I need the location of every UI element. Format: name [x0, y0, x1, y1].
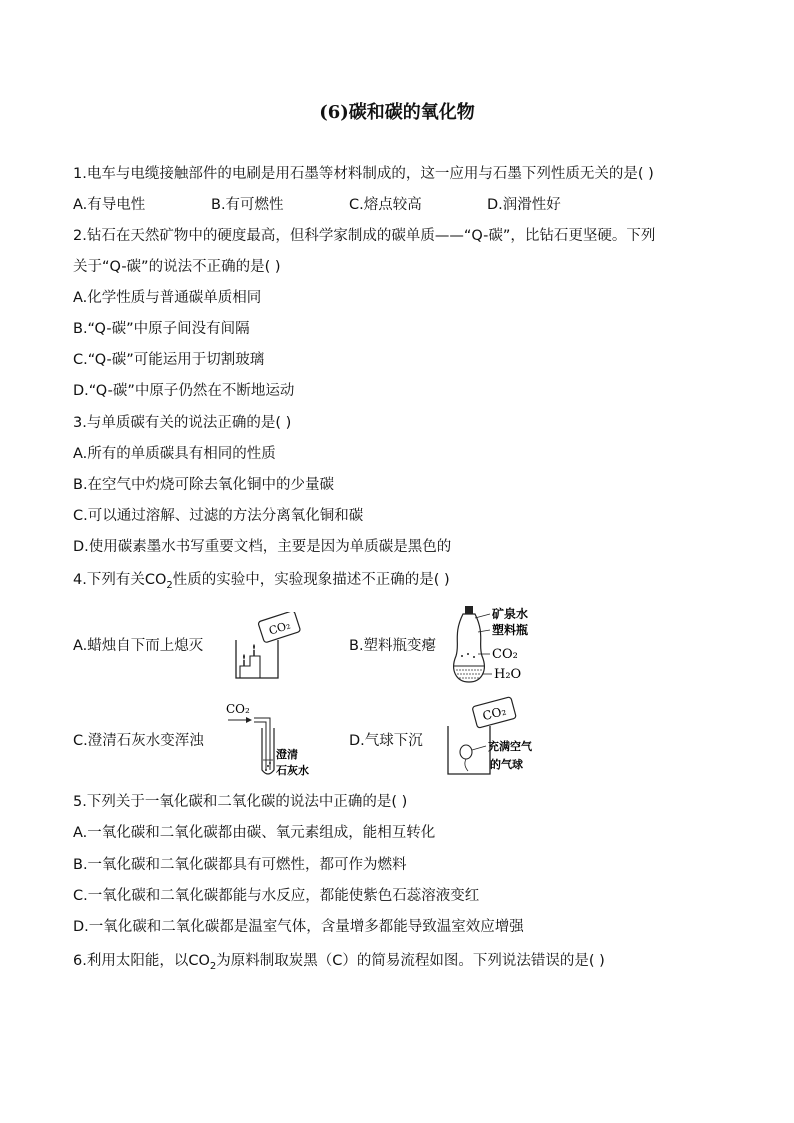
page-title: (6)碳和碳的氧化物: [319, 102, 475, 123]
question-4-stem: 4.下列有关$CO_2$性质的实验中，实验现象描述不正确的是( ): [73, 572, 450, 591]
figure-balloon-beaker: [442, 696, 562, 780]
svg-text:CO₂: CO₂: [267, 618, 293, 638]
figure-plastic-bottle: [448, 604, 558, 686]
q4-option-b: B.塑料瓶变瘪: [349, 638, 437, 654]
q3-option-c: C.可以通过溶解、过滤的方法分离氧化铜和碳: [73, 508, 364, 524]
q1-option-a: A.有导电性: [73, 197, 146, 213]
q1-option-c: C.熔点较高: [349, 197, 422, 213]
q5-option-c: C.一氧化碳和二氧化碳都能与水反应，都能使紫色石蕊溶液变红: [73, 888, 480, 904]
svg-text:塑料瓶: 塑料瓶: [492, 623, 529, 637]
q2-option-c: C.“Q-碳”可能运用于切割玻璃: [73, 352, 265, 368]
q2-option-d: D.“Q-碳”中原子仍然在不断地运动: [73, 383, 295, 399]
q3-option-a: A.所有的单质碳具有相同的性质: [73, 446, 276, 462]
question-5-stem: 5.下列关于一氧化碳和二氧化碳的说法中正确的是( ): [73, 794, 408, 810]
svg-text:H₂O: H₂O: [494, 667, 522, 682]
question-3-stem: 3.与单质碳有关的说法正确的是( ): [73, 415, 292, 431]
q2-option-b: B.“Q-碳”中原子间没有间隔: [73, 321, 250, 337]
svg-text:充满空气: 充满空气: [488, 740, 532, 753]
q4-option-d: D.气球下沉: [349, 733, 423, 749]
svg-text:石灰水: 石灰水: [276, 764, 309, 777]
question-1-stem: 1.电车与电缆接触部件的电刷是用石墨等材料制成的，这一应用与石墨下列性质无关的是( ): [73, 166, 654, 182]
q5-option-b: B.一氧化碳和二氧化碳都具有可燃性，都可作为燃料: [73, 857, 407, 873]
q3-option-b: B.在空气中灼烧可除去氧化铜中的少量碳: [73, 477, 335, 493]
question-2-stem-line1: 2.钻石在天然矿物中的硬度最高，但科学家制成的碳单质——“Q-碳”，比钻石更坚硬。下列: [73, 228, 656, 244]
q3-option-d: D.使用碳素墨水书写重要文档，主要是因为单质碳是黑色的: [73, 539, 452, 555]
figure-limewater-tube: [224, 700, 324, 780]
svg-text:的气球: 的气球: [490, 758, 523, 771]
q2-option-a: A.化学性质与普通碳单质相同: [73, 290, 262, 306]
svg-text:澄清: 澄清: [276, 748, 298, 761]
svg-text:CO₂: CO₂: [492, 647, 518, 662]
q4-option-c: C.澄清石灰水变浑浊: [73, 733, 204, 749]
q1-option-b: B.有可燃性: [211, 197, 284, 213]
q5-option-a: A.一氧化碳和二氧化碳都由碳、氧元素组成，能相互转化: [73, 825, 436, 841]
svg-text:CO₂: CO₂: [481, 703, 508, 724]
svg-text:矿泉水: 矿泉水: [492, 607, 529, 621]
q4-option-a: A.蜡烛自下而上熄灭: [73, 638, 204, 654]
figure-candles-beaker: [228, 612, 308, 682]
q1-option-d: D.润滑性好: [487, 197, 561, 213]
question-6-stem: 6.利用太阳能，以$CO_2$为原料制取炭黑（C）的简易流程如图。下列说法错误的是( ): [73, 953, 605, 972]
svg-text:CO₂: CO₂: [226, 702, 250, 716]
q5-option-d: D.一氧化碳和二氧化碳都是温室气体，含量增多都能导致温室效应增强: [73, 919, 524, 935]
question-2-stem-line2: 关于“Q-碳”的说法不正确的是( ): [73, 259, 281, 275]
